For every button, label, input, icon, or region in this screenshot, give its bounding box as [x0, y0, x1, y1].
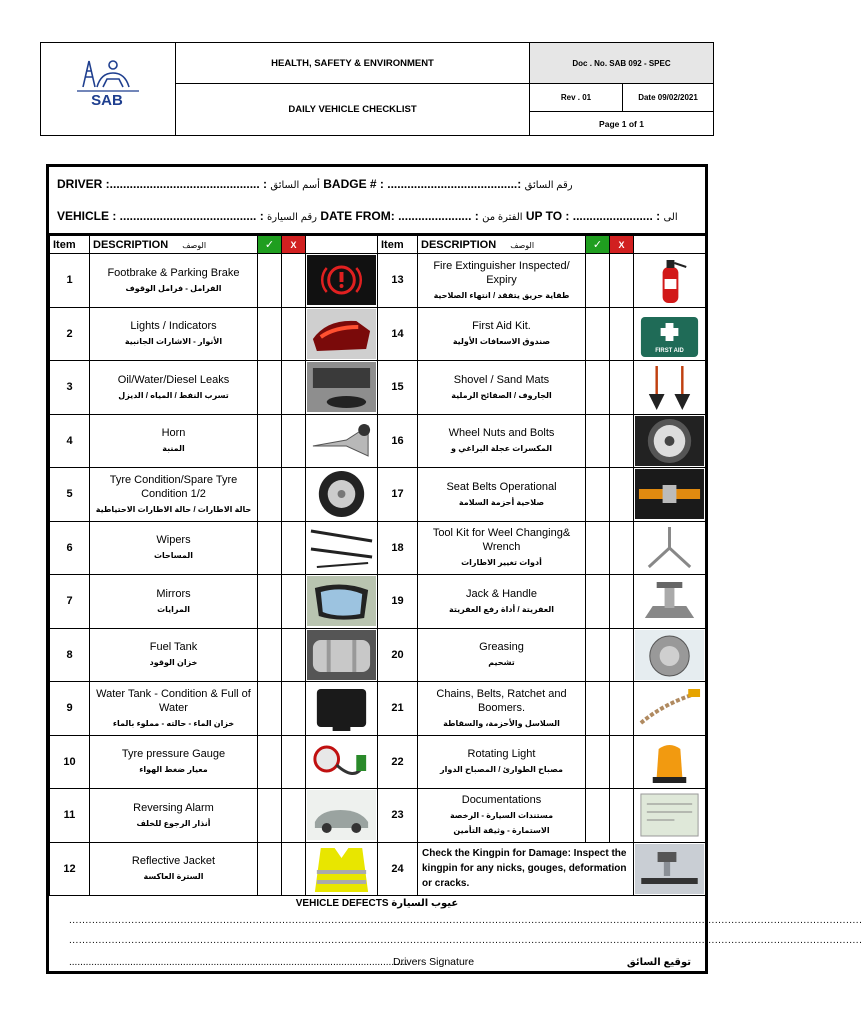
ok-checkbox[interactable] — [586, 361, 610, 415]
item-description-ar: طفاية حريق يتفقد / انتهاء الصلاحية — [433, 290, 570, 300]
fail-checkbox[interactable] — [282, 521, 306, 575]
item-description-ar: المرايات — [157, 604, 190, 614]
item-description — [90, 521, 258, 575]
fuel-tank-icon — [307, 630, 376, 680]
table-row — [50, 414, 706, 468]
ok-checkbox[interactable] — [258, 735, 282, 789]
fail-checkbox[interactable] — [282, 842, 306, 896]
item-description-en: Footbrake & Parking Brake — [107, 266, 240, 279]
defect-line[interactable]: .................................................................................................................................................................................................................................................. — [69, 935, 862, 946]
item-image — [306, 521, 378, 575]
doc-date: Date 09/02/2021 — [623, 84, 713, 112]
col-fail: X — [610, 236, 634, 254]
item-number: 23 — [378, 789, 418, 843]
item-number: 4 — [50, 414, 90, 468]
item-description — [418, 628, 586, 682]
item-description — [418, 254, 586, 308]
item-image — [306, 361, 378, 415]
item-number: 15 — [378, 361, 418, 415]
page-number: Page 1 of 1 — [599, 118, 644, 129]
seat-belt-icon — [635, 469, 704, 519]
fail-checkbox[interactable] — [610, 575, 634, 629]
item-number: 10 — [50, 735, 90, 789]
item-description-ar: حالة الاطارات / حالة الاطارات الاحتياطية — [95, 504, 252, 514]
item-description — [418, 468, 586, 522]
table-row — [50, 254, 706, 308]
col-ok: ✓ — [586, 236, 610, 254]
fail-checkbox[interactable] — [610, 361, 634, 415]
ok-checkbox[interactable] — [586, 307, 610, 361]
item-number: 17 — [378, 468, 418, 522]
item-description-ar: مستندات السيارة - الرخصة — [449, 811, 554, 821]
logo-text: SAB — [91, 92, 123, 109]
item-description-en: Fire Extinguisher Inspected/ Expiry — [433, 259, 570, 286]
fail-checkbox[interactable] — [282, 361, 306, 415]
ok-checkbox[interactable] — [586, 254, 610, 308]
fail-checkbox[interactable] — [282, 789, 306, 843]
documents-icon — [635, 790, 704, 840]
item-description-en: Rotating Light — [467, 748, 536, 761]
item-description-ar: صلاحية أحزمة السلامة — [458, 497, 545, 507]
table-row — [50, 361, 706, 415]
company-logo — [41, 43, 176, 135]
vehicle-date-row — [49, 209, 705, 223]
oil-leak-icon — [307, 362, 376, 412]
date-from-field[interactable]: DATE FROM: ...................... : — [320, 209, 479, 223]
item-description-en: Reversing Alarm — [133, 801, 214, 814]
item-number: 11 — [50, 789, 90, 843]
beacon-icon — [635, 737, 704, 787]
form-title: DAILY VEHICLE CHECKLIST — [176, 84, 530, 135]
ok-checkbox[interactable] — [258, 307, 282, 361]
ok-checkbox[interactable] — [586, 628, 610, 682]
item-description — [90, 735, 258, 789]
table-row — [50, 307, 706, 361]
col-item: Item — [378, 236, 418, 254]
item-image — [634, 789, 706, 843]
table-row — [50, 735, 706, 789]
item-image — [634, 307, 706, 361]
item-description-en: Tyre Condition/Spare Tyre Condition 1/2 — [109, 473, 238, 500]
item-image — [306, 575, 378, 629]
item-description — [90, 628, 258, 682]
item-number: 20 — [378, 628, 418, 682]
table-row — [50, 628, 706, 682]
item-description — [90, 254, 258, 308]
item-number: 16 — [378, 414, 418, 468]
ok-checkbox[interactable] — [258, 575, 282, 629]
fail-checkbox[interactable] — [282, 682, 306, 736]
item-number: 6 — [50, 521, 90, 575]
col-fail: X — [282, 236, 306, 254]
ok-checkbox[interactable] — [586, 735, 610, 789]
checklist-table — [49, 235, 706, 896]
fail-checkbox[interactable] — [282, 254, 306, 308]
item-description-en: Fuel Tank — [149, 641, 198, 654]
item-description-ar: الاستمارة - وثيقة التأمين — [453, 826, 550, 836]
item-image — [634, 361, 706, 415]
item-description-ar: السترة العاكسة — [143, 872, 204, 882]
mirror-icon — [307, 576, 376, 626]
item-description — [418, 361, 586, 415]
fail-checkbox[interactable] — [282, 628, 306, 682]
item-number: 3 — [50, 361, 90, 415]
reflective-jacket-icon — [307, 844, 376, 894]
item-number: 14 — [378, 307, 418, 361]
item-description-en: Mirrors — [156, 587, 191, 600]
doc-number: Doc . No. SAB 092 - SPEC — [530, 43, 713, 84]
fail-checkbox[interactable] — [282, 575, 306, 629]
logo-cell — [41, 43, 176, 135]
fail-checkbox[interactable] — [610, 735, 634, 789]
grease-icon — [635, 630, 704, 680]
wheel-icon — [635, 416, 704, 466]
item-image — [634, 682, 706, 736]
item-description-ar: خزان الماء - حالته - مملوء بالماء — [112, 718, 235, 728]
water-tank-icon — [307, 683, 376, 733]
item-description-ar: المنبة — [162, 444, 185, 454]
item-number: 12 — [50, 842, 90, 896]
up-to-field[interactable]: UP TO : ........................ : — [525, 209, 661, 223]
table-row — [50, 521, 706, 575]
horn-icon — [307, 416, 376, 466]
item-description-en: Jack & Handle — [466, 587, 537, 600]
item-image — [634, 842, 706, 896]
pressure-gauge-icon — [307, 737, 376, 787]
item-description — [418, 414, 586, 468]
item-description — [418, 789, 586, 843]
tyre-icon — [307, 469, 376, 519]
revision: Rev . 01 — [530, 84, 623, 112]
fail-checkbox[interactable] — [610, 254, 634, 308]
item-image — [306, 735, 378, 789]
badge-label-ar: رقم السائق — [524, 180, 573, 191]
item-description-ar: الأنوار - الاشارات الجانبية — [124, 337, 223, 347]
item-number: 8 — [50, 628, 90, 682]
fail-checkbox[interactable] — [282, 307, 306, 361]
ok-checkbox[interactable] — [586, 468, 610, 522]
item-description-ar: الفرامل - فرامل الوقوف — [125, 283, 222, 293]
jack-icon — [635, 576, 704, 626]
item-description-en: Water Tank - Condition & Full of Water — [96, 687, 251, 714]
item-image — [634, 254, 706, 308]
fail-checkbox[interactable] — [282, 468, 306, 522]
ok-checkbox[interactable] — [258, 628, 282, 682]
ok-checkbox[interactable] — [258, 254, 282, 308]
item-image — [634, 628, 706, 682]
item-description — [90, 414, 258, 468]
item-image — [306, 842, 378, 896]
item-image — [306, 468, 378, 522]
item-description — [90, 307, 258, 361]
item-description-en: Horn — [161, 427, 186, 440]
fail-checkbox[interactable] — [610, 521, 634, 575]
driver-badge-row — [49, 177, 705, 191]
item-description — [90, 468, 258, 522]
document-header — [40, 42, 714, 136]
item-description-ar: تشحيم — [488, 658, 515, 668]
item-description-ar: المساحات — [153, 551, 194, 561]
item-image — [306, 628, 378, 682]
table-header-row — [50, 236, 706, 254]
item-description — [418, 735, 586, 789]
up-to-label-ar: الى — [663, 212, 678, 223]
col-image — [634, 236, 706, 254]
checklist-frame — [46, 164, 862, 974]
ok-checkbox[interactable] — [258, 468, 282, 522]
svg-text:FIRST AID: FIRST AID — [655, 347, 684, 354]
fail-checkbox[interactable] — [610, 414, 634, 468]
item-number: 13 — [378, 254, 418, 308]
fail-checkbox[interactable] — [282, 414, 306, 468]
item-description-ar: معيار ضغط الهواء — [139, 765, 208, 775]
fail-checkbox[interactable] — [610, 307, 634, 361]
item-description — [90, 361, 258, 415]
fire-extinguisher-icon — [635, 255, 704, 305]
item-image — [634, 575, 706, 629]
reversing-car-icon — [307, 790, 376, 840]
fail-checkbox[interactable] — [610, 789, 634, 843]
item-description-ar: المكسرات عجلة البراغي و — [451, 444, 552, 454]
item-description-ar: أدوات تغيير الاطارات — [461, 558, 542, 568]
col-item: Item — [50, 236, 90, 254]
kingpin-icon — [635, 844, 704, 894]
tail-light-icon — [307, 309, 376, 359]
ok-checkbox[interactable] — [586, 789, 610, 843]
item-description-en: Chains, Belts, Ratchet and Boomers. — [436, 687, 567, 714]
item-description — [90, 682, 258, 736]
signature-label-ar: توقيع السائق — [626, 957, 691, 968]
ok-checkbox[interactable] — [258, 414, 282, 468]
item-description-ar: الجاروف / الصفائح الرملية — [451, 390, 552, 400]
table-row — [50, 682, 706, 736]
defects-title: VEHICLE DEFECTS عيوب السيارة — [295, 898, 459, 909]
item-image — [634, 735, 706, 789]
item-description — [418, 307, 586, 361]
item-number: 18 — [378, 521, 418, 575]
item-description-en: Wheel Nuts and Bolts — [448, 427, 555, 440]
item-description-en: Lights / Indicators — [130, 320, 217, 333]
item-image — [634, 468, 706, 522]
table-row — [50, 842, 706, 896]
item-image — [306, 254, 378, 308]
item-number: 2 — [50, 307, 90, 361]
item-description-en: Greasing — [479, 641, 524, 654]
fail-checkbox[interactable] — [610, 682, 634, 736]
item-description-ar: تسرب النفط / المياه / الديزل — [118, 390, 229, 400]
brake-warning-icon — [307, 255, 376, 305]
item-description — [90, 789, 258, 843]
col-ok: ✓ — [258, 236, 282, 254]
item-image — [634, 521, 706, 575]
ok-checkbox[interactable] — [258, 682, 282, 736]
col-description: DESCRIPTION الوصف — [418, 236, 586, 254]
item-description-ar: خزان الوقود — [149, 658, 198, 668]
item-description-ar: العفريتة / أداة رفع العفريتة — [449, 604, 554, 614]
wrench-icon — [635, 523, 704, 573]
ok-checkbox[interactable] — [586, 414, 610, 468]
fail-checkbox[interactable] — [282, 735, 306, 789]
item-number: 1 — [50, 254, 90, 308]
wiper-icon — [307, 523, 376, 573]
ok-checkbox[interactable] — [258, 842, 282, 896]
fail-checkbox[interactable] — [610, 628, 634, 682]
item-description — [418, 682, 586, 736]
item-description-en: Wipers — [156, 534, 191, 547]
defect-line[interactable]: .................................................................................................................................................................................................................................................. — [69, 915, 862, 926]
item-number: 21 — [378, 682, 418, 736]
col-image — [306, 236, 378, 254]
badge-field[interactable]: BADGE # : .......................................: — [323, 177, 522, 191]
department-title: HEALTH, SAFETY & ENVIRONMENT — [176, 43, 530, 84]
fail-checkbox[interactable] — [610, 468, 634, 522]
signature-label: Drivers Signature — [393, 956, 475, 968]
item-description-en: Shovel / Sand Mats — [453, 373, 550, 386]
item-description-en: Documentations — [461, 794, 542, 807]
item-description-en: First Aid Kit. — [472, 320, 531, 333]
item-description-en: Tyre pressure Gauge — [121, 748, 226, 761]
item-image — [306, 307, 378, 361]
item-description-ar: صندوق الاسعافات الأولية — [452, 337, 551, 347]
ok-checkbox[interactable] — [586, 575, 610, 629]
ok-checkbox[interactable] — [258, 521, 282, 575]
vehicle-field[interactable]: VEHICLE : ......................................... : — [57, 209, 264, 223]
chain-icon — [635, 683, 704, 733]
item-description — [90, 842, 258, 896]
item-description: Check the Kingpin for Damage: Inspect the kingpin for any nicks, gouges, deformation or cracks. — [418, 842, 634, 896]
item-image — [306, 414, 378, 468]
item-number: 24 — [378, 842, 418, 896]
date-from-label-ar: الفترة من — [482, 212, 523, 223]
item-description — [418, 521, 586, 575]
item-description — [418, 575, 586, 629]
item-description-ar: مصباح الطوارئ / المصباح الدوار — [440, 765, 563, 775]
item-description-en: Seat Belts Operational — [446, 480, 557, 493]
ok-checkbox[interactable] — [586, 521, 610, 575]
ok-checkbox[interactable] — [258, 361, 282, 415]
item-description-ar: أنذار الرجوع للخلف — [136, 818, 211, 828]
item-description-en: Oil/Water/Diesel Leaks — [117, 373, 230, 386]
ok-checkbox[interactable] — [258, 789, 282, 843]
shovel-icon — [635, 362, 704, 412]
item-description-en: Reflective Jacket — [131, 855, 216, 868]
item-number: 7 — [50, 575, 90, 629]
item-number: 19 — [378, 575, 418, 629]
item-number: 9 — [50, 682, 90, 736]
item-image — [306, 682, 378, 736]
col-description: DESCRIPTION الوصف — [90, 236, 258, 254]
first-aid-kit-icon — [635, 309, 704, 359]
table-row — [50, 789, 706, 843]
driver-label-ar: أسم السائق — [270, 180, 320, 191]
vehicle-label-ar: رقم السيارة — [267, 212, 317, 223]
item-description-en: Tool Kit for Weel Changing& Wrench — [432, 527, 571, 554]
item-number: 5 — [50, 468, 90, 522]
table-row — [50, 468, 706, 522]
item-image — [306, 789, 378, 843]
table-row — [50, 575, 706, 629]
item-number: 22 — [378, 735, 418, 789]
item-image — [634, 414, 706, 468]
signature-line[interactable]: .......................................................................................................................... — [69, 957, 408, 968]
ok-checkbox[interactable] — [586, 682, 610, 736]
driver-field[interactable]: DRIVER :............................................. : — [57, 177, 268, 191]
item-description-ar: السلاسل والأحزمة، والسقاطة — [443, 718, 560, 728]
item-description — [90, 575, 258, 629]
